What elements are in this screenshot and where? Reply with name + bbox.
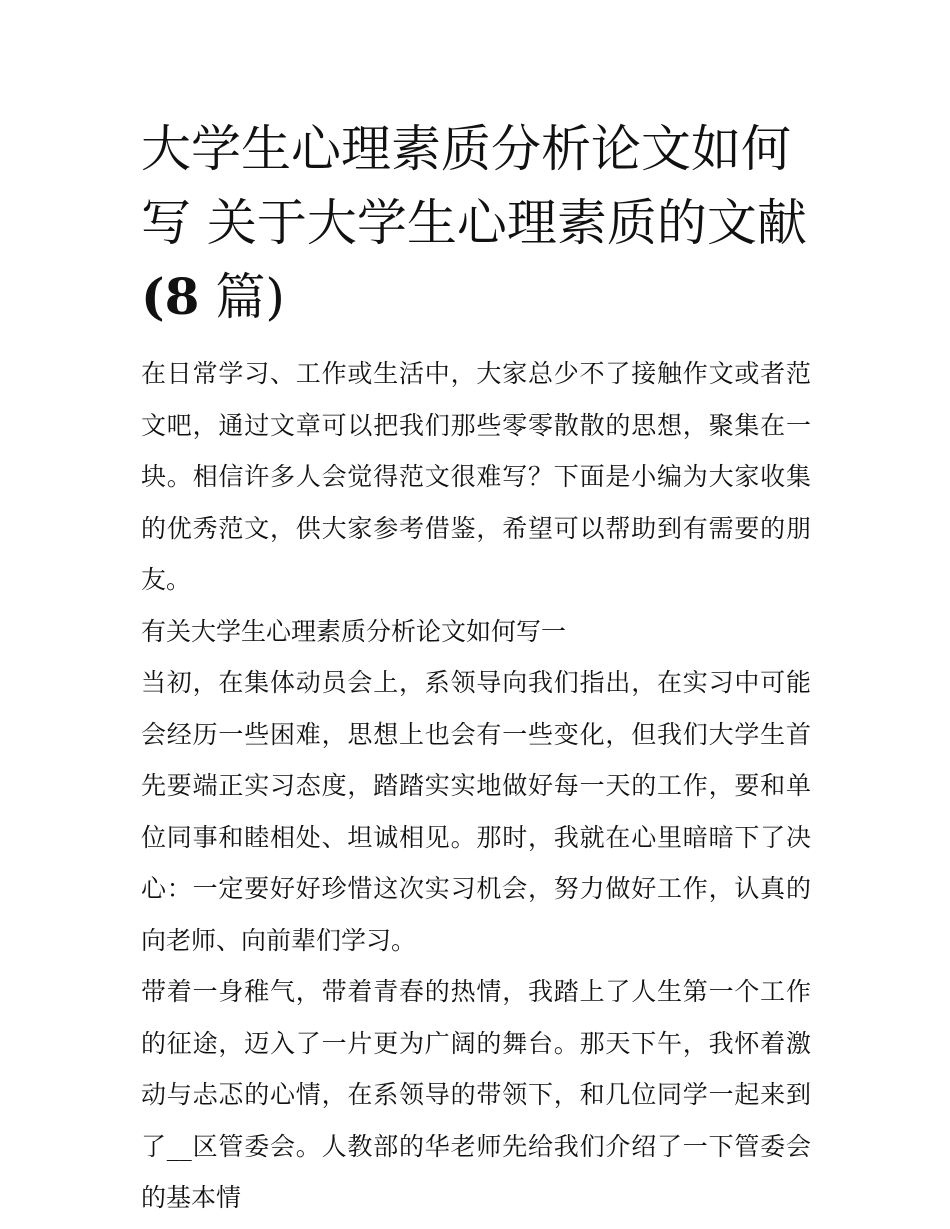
document-title xyxy=(141,112,811,334)
title-line-3-rest: 篇) xyxy=(199,268,285,326)
title-line-1: 大学生心理素质分析论文如何 xyxy=(141,120,791,178)
body-paragraph-1: 当初，在集体动员会上，系领导向我们指出，在实习中可能会经历一些困难，思想上也会有一些变化，但我们大学生首先要端正实习态度，踏踏实实地做好每一天的工作，要和单位同事和睦相处、坦诚相见。那时，我就在心里暗暗下了决心：一定要好好珍惜这次实习机会，努力做好工作，认真的向老师、向前辈们学习。 xyxy=(141,668,811,955)
title-number: 8 xyxy=(164,267,200,326)
document-body xyxy=(141,112,811,1224)
intro-paragraph: 在日常学习、工作或生活中，大家总少不了接触作文或者范文吧，通过文章可以把我们那些零零散散的思想，聚集在一块。相信许多人会觉得范文很难写？下面是小编为大家收集的优秀范文，供大家参考借鉴，希望可以帮助到有需要的朋友。 xyxy=(141,359,811,594)
body-paragraph-2: 带着一身稚气，带着青春的热情，我踏上了人生第一个工作的征途，迈入了一片更为广阔的舞台。那天下午，我怀着激动与忐忑的心情，在系领导的带领下，和几位同学一起来到了__区管委会。人教部的华老师先给我们介绍了一下管委会的基本情 xyxy=(141,977,811,1212)
title-paren-open: ( xyxy=(141,267,165,326)
section-heading: 有关大学生心理素质分析论文如何写一 xyxy=(141,616,567,646)
title-line-2: 写 关于大学生心理素质的文献 xyxy=(141,194,807,252)
